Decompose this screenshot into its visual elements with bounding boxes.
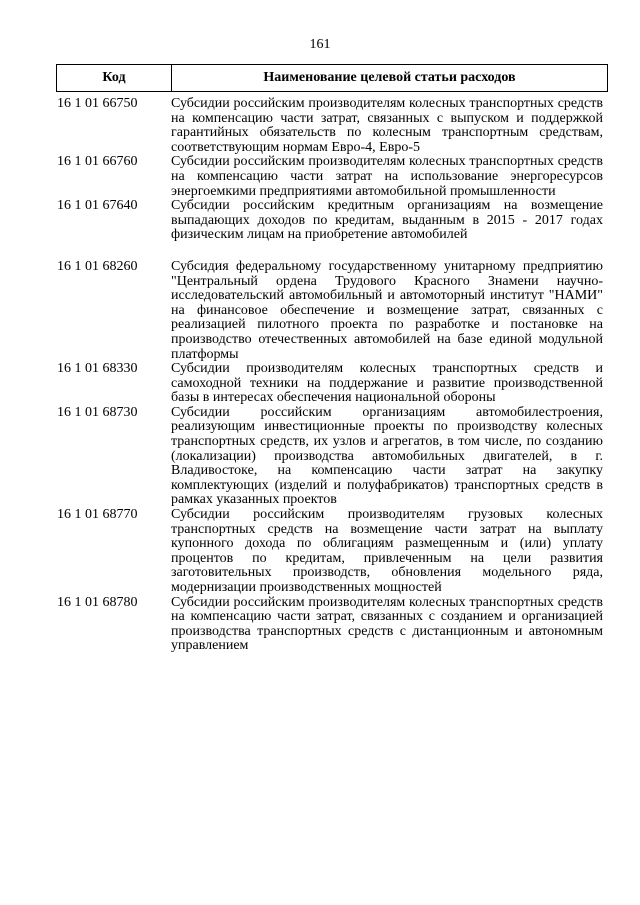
table-row	[57, 596, 603, 654]
header-name: Наименование целевой статьи расходов	[263, 70, 516, 85]
table-row	[57, 155, 603, 199]
row-code: 16 1 01 68730	[57, 404, 138, 420]
row-description: Субсидии российским производителям колесных транспортных средств на компенсацию части затрат на использование энергоресурсов энергоемкими предприятиями автомобильной промышленности	[171, 154, 603, 199]
row-description: Субсидии российским производителям грузовых колесных транспортных средств на возмещение части затрат на выплату купонного дохода по облигациям размещенным и (или) уплату процентов по кредитам, привлеченным на цели развития заготовительных производств, обновления модельного ряда, модернизации производственных мощностей	[171, 507, 603, 595]
row-code: 16 1 01 67640	[57, 198, 138, 214]
table-row	[57, 508, 603, 596]
table-row	[57, 97, 603, 155]
table-row	[57, 362, 603, 406]
row-code: 16 1 01 66750	[57, 96, 138, 111]
table-row	[57, 260, 603, 362]
table-row	[57, 199, 603, 243]
row-description: Субсидии российским производителям колесных транспортных средств на компенсацию части затрат, связанных с созданием и организацией производства транспортных средств с дистанционным и автономным управлением	[171, 594, 603, 654]
row-code: 16 1 01 66760	[57, 154, 138, 170]
row-code: 16 1 01 68770	[57, 507, 138, 523]
row-description: Субсидии российским производителям колесных транспортных средств на компенсацию части затрат, связанных с выпуском и поддержкой гарантийных обязательств по колесным транспортным средствам, соответствующим нормам Евро-4, Евро-5	[171, 96, 603, 155]
row-description: Субсидия федеральному государственному унитарному предприятию "Центральный ордена Трудового Красного Знамени научно-исследовательский автомобильный и автомоторный институт "НАМИ" на финансовое обеспечение и возмещение затрат, связанных с реализацией пилотного проекта по разработке и постановке на производство отечественных автомобилей на базе единой модульной платформы	[171, 258, 603, 362]
row-code: 16 1 01 68780	[57, 594, 138, 610]
table-row	[57, 406, 603, 508]
row-description: Субсидии российским кредитным организациям на возмещение выпадающих доходов по кредитам, выданным в 2015 - 2017 годах физическим лицам на приобретение автомобилей	[171, 198, 603, 243]
page-number: 161	[309, 37, 331, 52]
header-code: Код	[57, 65, 172, 91]
table-header	[56, 64, 608, 92]
row-code: 16 1 01 68330	[57, 361, 138, 377]
row-code: 16 1 01 68260	[57, 258, 138, 274]
table-body	[57, 97, 603, 654]
row-description: Субсидии производителям колесных транспортных средств и самоходной техники на поддержание и развитие производственной базы в интересах обеспечения национальной обороны	[171, 361, 603, 406]
row-description: Субсидии российским организациям автомобилестроения, реализующим инвестиционные проекты по производству колесных транспортных средств, их узлов и агрегатов, в том числе, по созданию (локализации) производства автомобильных двигателей, в г. Владивостоке, на компенсацию части затрат на закупку комплектующих (изделий и полуфабрикатов) транспортных средств в рамках указанных проектов	[171, 404, 603, 508]
